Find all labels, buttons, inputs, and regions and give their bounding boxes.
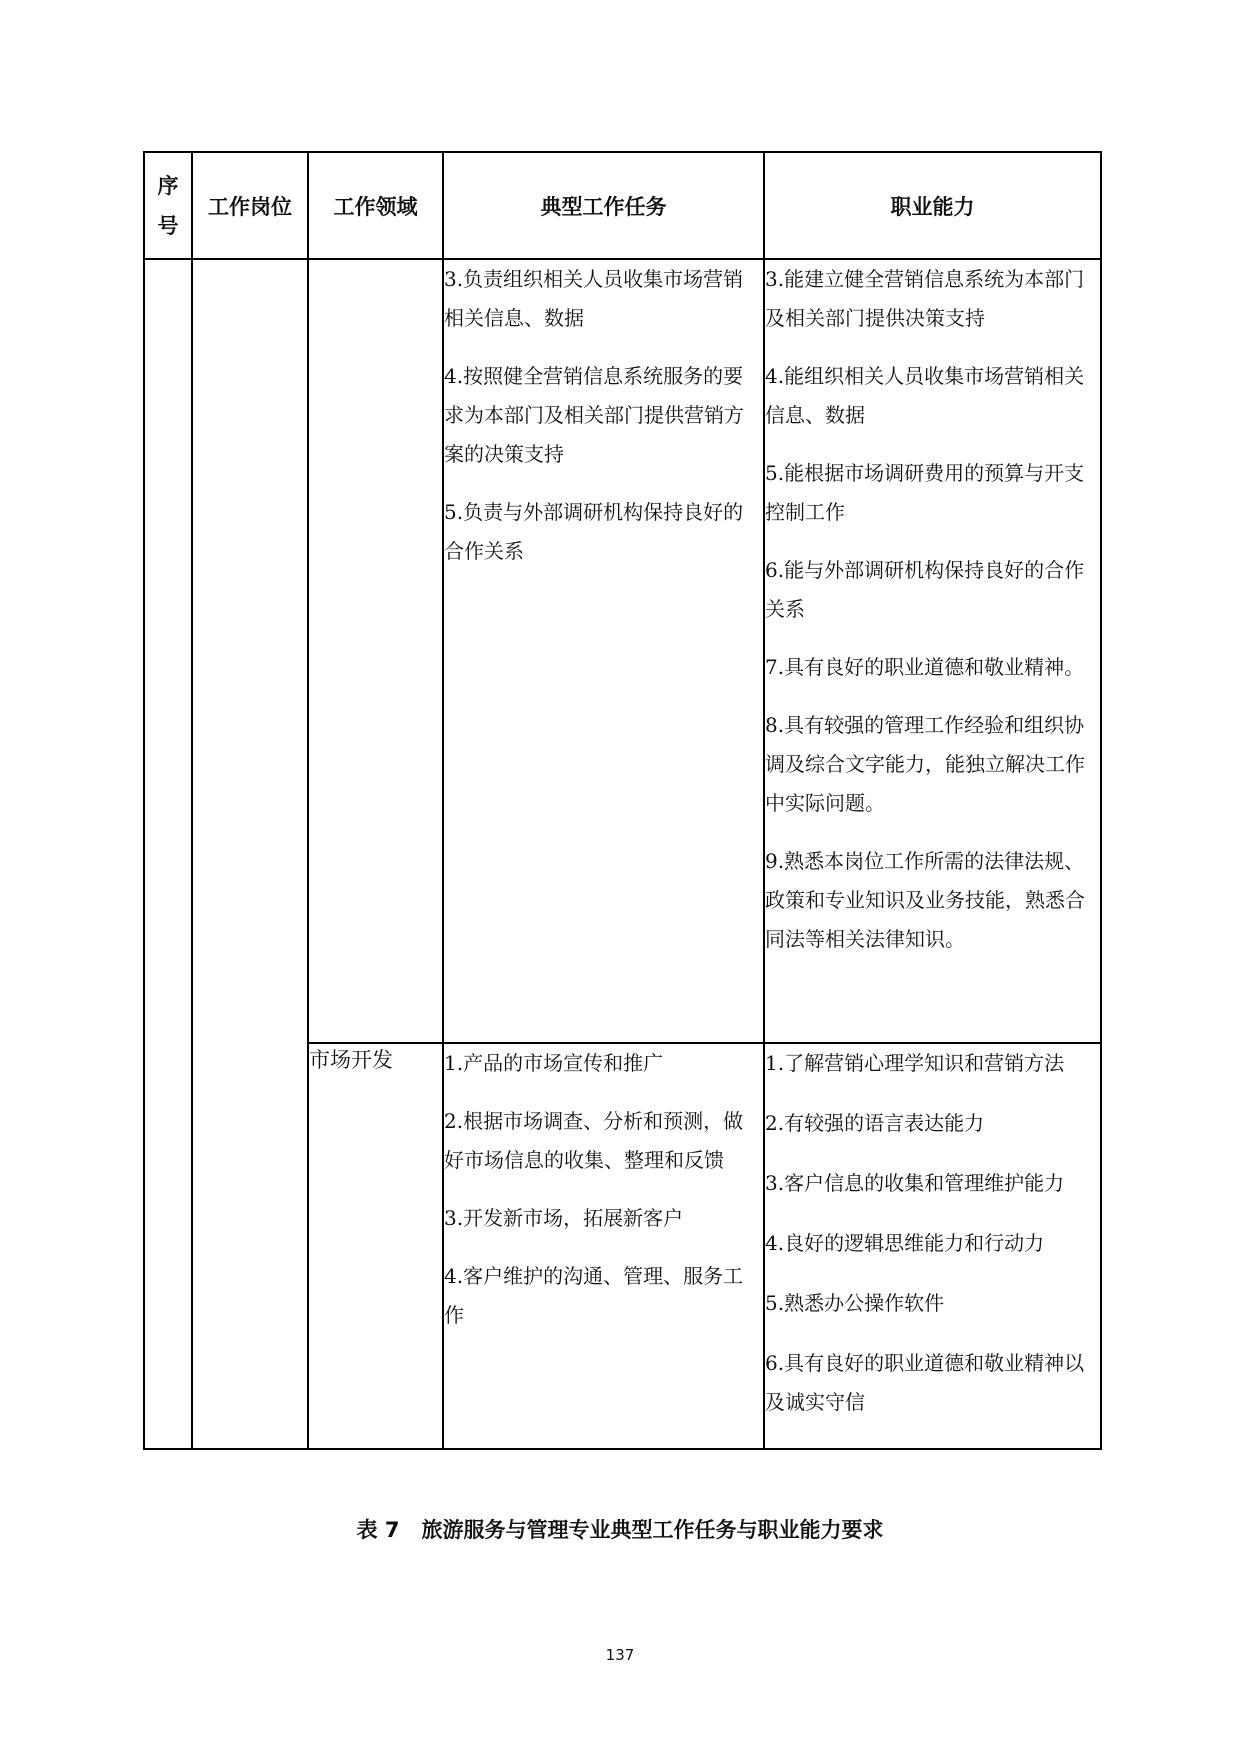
position-cell [192,259,308,1449]
task-item: 4.客户维护的沟通、管理、服务工作 [444,1264,744,1327]
field-cell: 市场开发 [308,1043,443,1449]
tasks-cell [443,1043,764,1449]
abilities-cell [764,259,1101,1043]
header-tasks: 典型工作任务 [443,152,764,259]
header-abilities: 职业能力 [764,152,1101,259]
ability-item: 6.具有良好的职业道德和敬业精神以及诚实守信 [765,1351,1085,1414]
ability-item: 1.了解营销心理学知识和营销方法 [765,1051,1065,1075]
table-header-row [144,152,1101,259]
ability-item: 4.能组织相关人员收集市场营销相关信息、数据 [765,364,1085,427]
page-number: 137 [605,1646,635,1664]
ability-item: 8.具有较强的管理工作经验和组织协调及综合文字能力，能独立解决工作中实际问题。 [765,713,1085,815]
caption-title: 旅游服务与管理专业典型工作任务与职业能力要求 [421,1518,884,1542]
header-seq-top: 序 [157,173,179,198]
task-item: 3.负责组织相关人员收集市场营销相关信息、数据 [444,267,744,330]
task-item: 2.根据市场调查、分析和预测，做好市场信息的收集、整理和反馈 [444,1109,744,1172]
seq-cell [144,259,192,1449]
ability-item: 5.能根据市场调研费用的预算与开支控制工作 [765,461,1085,524]
task-item: 1.产品的市场宣传和推广 [444,1051,664,1075]
ability-item: 4.良好的逻辑思维能力和行动力 [765,1231,1045,1255]
ability-item: 2.有较强的语言表达能力 [765,1111,985,1135]
ability-item: 6.能与外部调研机构保持良好的合作关系 [765,558,1085,621]
field-cell [308,259,443,1043]
ability-item: 3.客户信息的收集和管理维护能力 [765,1171,1065,1195]
header-position: 工作岗位 [192,152,308,259]
table-caption [0,1514,1240,1544]
competency-table [143,151,1102,1450]
header-field: 工作领域 [308,152,443,259]
ability-item: 9.熟悉本岗位工作所需的法律法规、政策和专业知识及业务技能，熟悉合同法等相关法律知识。 [765,849,1085,951]
abilities-cell [764,1043,1101,1449]
task-item: 5.负责与外部调研机构保持良好的合作关系 [444,500,744,563]
tasks-cell [443,259,764,1043]
ability-item: 5.熟悉办公操作软件 [765,1291,945,1315]
task-item: 4.按照健全营销信息系统服务的要求为本部门及相关部门提供营销方案的决策支持 [444,364,744,466]
table-row [144,259,1101,1043]
ability-item: 7.具有良好的职业道德和敬业精神。 [765,655,1085,679]
task-item: 3.开发新市场，拓展新客户 [444,1206,684,1230]
header-seq [144,152,192,259]
ability-item: 3.能建立健全营销信息系统为本部门及相关部门提供决策支持 [765,267,1085,330]
caption-number: 表 7 [356,1518,400,1542]
header-seq-bottom: 号 [157,213,179,238]
